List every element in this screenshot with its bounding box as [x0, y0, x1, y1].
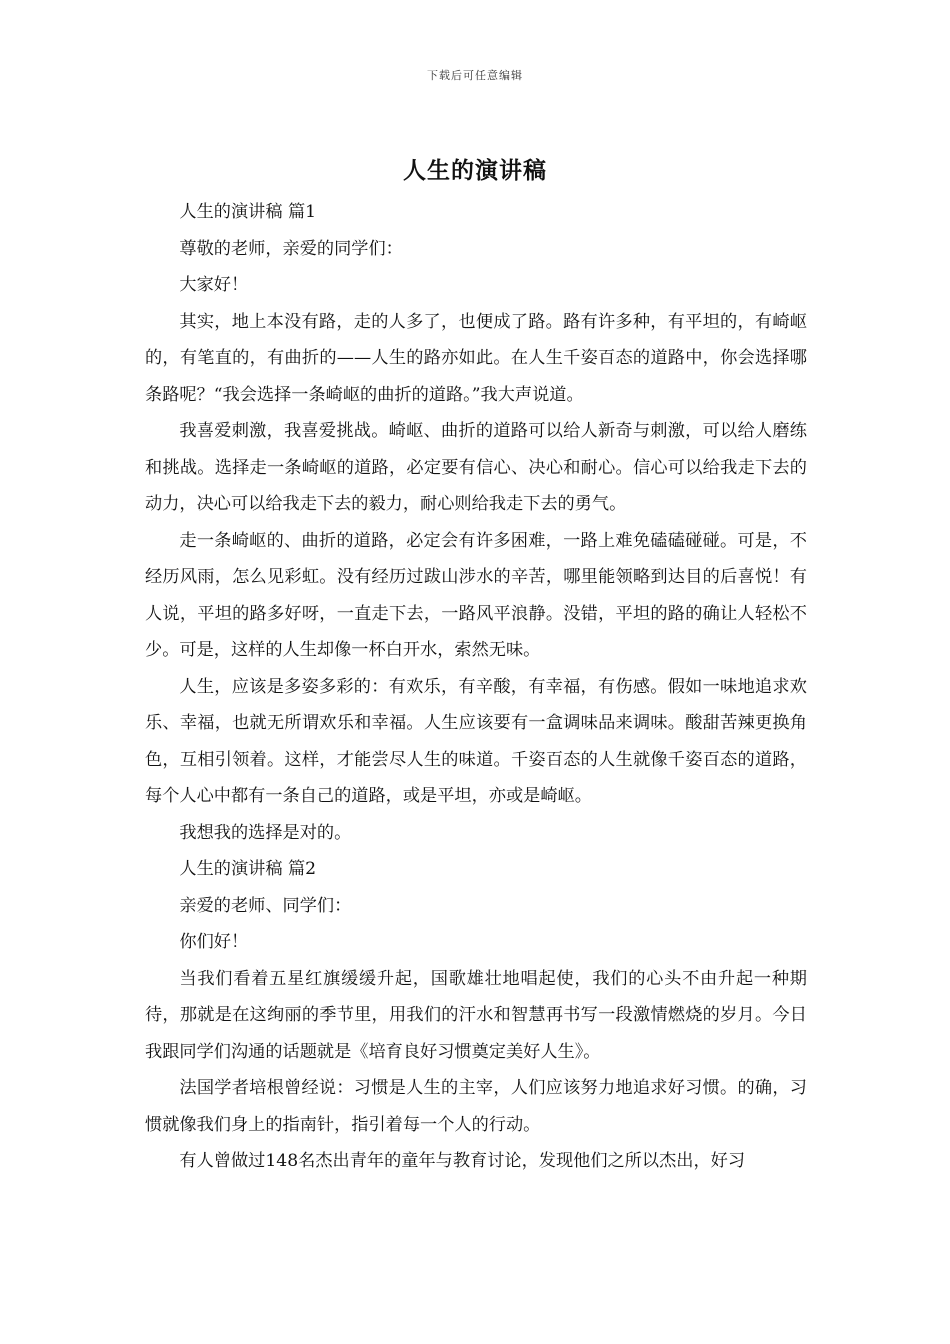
paragraph: 走一条崎岖的、曲折的道路，必定会有许多困难，一路上难免磕磕碰碰。可是，不经历风雨，怎么见彩虹。没有经历过跋山涉水的辛苦，哪里能领略到达目的后喜悦！有人说，平坦的路多好呀，一直走下去，一路风平浪静。没错，平坦的路的确让人轻松不少。可是，这样的人生却像一杯白开水，索然无味。 [145, 530, 807, 660]
section-heading-2: 人生的演讲稿 篇2 [179, 859, 317, 879]
paragraph: 其实，地上本没有路，走的人多了，也便成了路。路有许多种，有平坦的，有崎岖的，有笔直的，有曲折的——人生的路亦如此。在人生千姿百态的道路中，你会选择哪条路呢？“我会选择一条崎岖的曲折的道路。”我大声说道。 [145, 311, 807, 405]
paragraph: 人生，应该是多姿多彩的：有欢乐，有辛酸，有幸福，有伤感。假如一味地追求欢乐、幸福，也就无所谓欢乐和幸福。人生应该要有一盒调味品来调味。酸甜苦辣更换角色，互相引领着。这样，才能尝尽人生的味道。千姿百态的人生就像千姿百态的道路，每个人心中都有一条自己的道路，或是平坦，亦或是崎岖。 [145, 676, 807, 806]
document-body [145, 194, 807, 1180]
document-title: 人生的演讲稿 [403, 157, 547, 184]
salutation: 亲爱的老师、同学们： [179, 895, 352, 916]
paragraph: 有人曾做过148名杰出青年的童年与教育讨论，发现他们之所以杰出，好习 [179, 1151, 746, 1171]
paragraph: 法国学者培根曾经说：习惯是人生的主宰，人们应该努力地追求好习惯。的确，习惯就像我们身上的指南针，指引着每一个人的行动。 [145, 1078, 807, 1135]
greeting: 大家好！ [179, 275, 249, 295]
header-note: 下载后可任意编辑 [427, 69, 523, 82]
salutation: 尊敬的老师，亲爱的同学们： [179, 238, 403, 259]
paragraph: 当我们看着五星红旗缓缓升起，国歌雄壮地唱起使，我们的心头不由升起一种期待，那就是在这绚丽的季节里，用我们的汗水和智慧再书写一段激情燃烧的岁月。今日我跟同学们沟通的话题就是《培育良好习惯奠定美好人生》。 [145, 968, 807, 1062]
section-heading-1: 人生的演讲稿 篇1 [179, 202, 317, 222]
paragraph: 我喜爱刺激，我喜爱挑战。崎岖、曲折的道路可以给人新奇与刺激，可以给人磨练和挑战。选择走一条崎岖的道路，必定要有信心、决心和耐心。信心可以给我走下去的动力，决心可以给我走下去的毅力，耐心则给我走下去的勇气。 [145, 421, 807, 514]
greeting: 你们好！ [179, 932, 249, 952]
paragraph: 我想我的选择是对的。 [179, 822, 352, 843]
